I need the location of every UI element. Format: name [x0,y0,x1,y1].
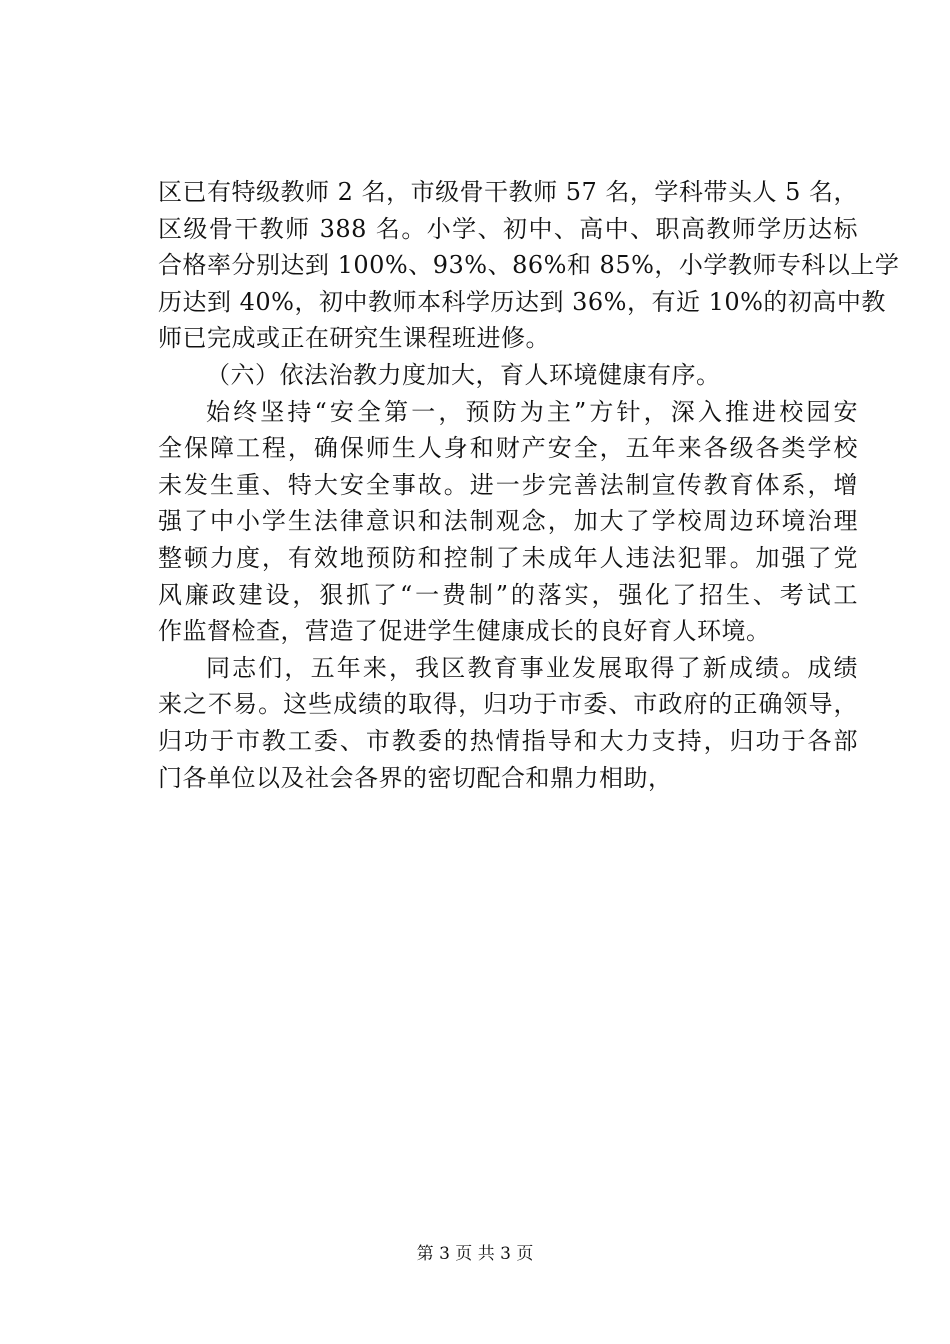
text-line: 强了中小学生法律意识和法制观念，加大了学校周边环境治理 [158,507,858,536]
text-line: 归功于市教工委、市教委的热情指导和大力支持，归功于各部 [158,726,858,755]
body-text [158,174,900,796]
text-line: 区已有特级教师 2 名，市级骨干教师 57 名，学科带头人 5 名， [158,178,858,206]
text-line: 未发生重、特大安全事故。进一步完善法制宣传教育体系，增 [158,470,858,499]
text-line: 始终坚持“安全第一，预防为主”方针，深入推进校园安 [206,397,858,426]
page-number: 第 3 页 共 3 页 [416,1244,534,1264]
text-line: 同志们，五年来，我区教育事业发展取得了新成绩。成绩 [206,653,858,682]
text-line: 区级骨干教师 388 名。小学、初中、高中、职高教师学历达标 [158,214,858,243]
text-line: 门各单位以及社会各界的密切配合和鼎力相助， [158,763,673,792]
text-line: 师已完成或正在研究生课程班进修。 [158,324,550,353]
text-line: 来之不易。这些成绩的取得，归功于市委、市政府的正确领导， [158,690,858,719]
text-line: 合格率分别达到 100%、93%、86%和 85%，小学教师专科以上学 [158,251,900,280]
text-line: 风廉政建设，狠抓了“一费制”的落实，强化了招生、考试工 [158,580,858,609]
section-heading: （六）依法治教力度加大，育人环境健康有序。 [206,360,721,389]
page-footer [0,1243,950,1265]
text-line: 作监督检查，营造了促进学生健康成长的良好育人环境。 [158,617,771,646]
text-line: 全保障工程，确保师生人身和财产安全，五年来各级各类学校 [158,434,858,463]
text-line: 整顿力度，有效地预防和控制了未成年人违法犯罪。加强了党 [158,543,858,572]
text-line: 历达到 40%，初中教师本科学历达到 36%，有近 10%的初高中教 [158,287,886,316]
